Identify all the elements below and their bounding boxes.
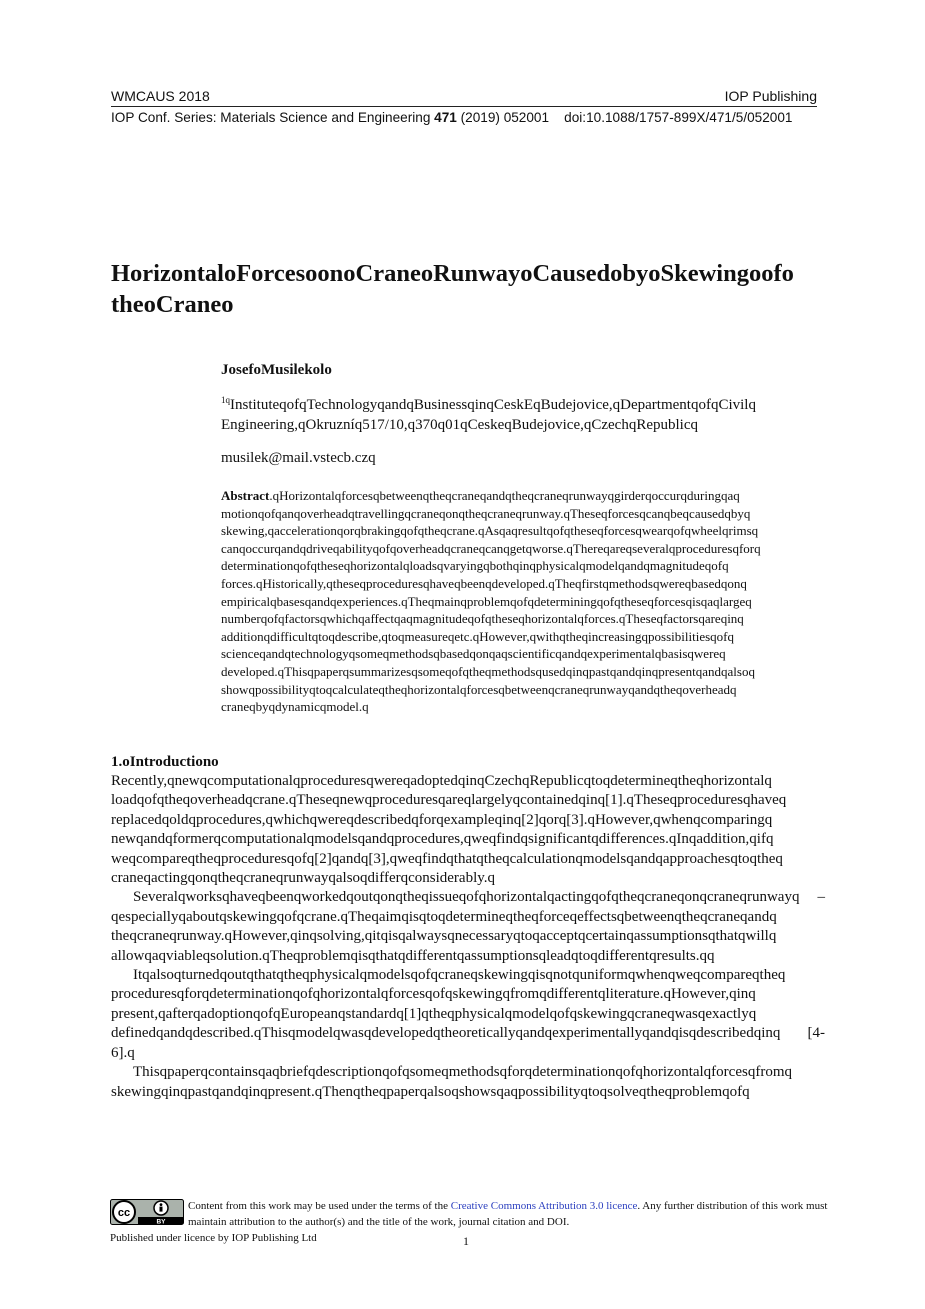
by-badge-label: BY	[156, 1218, 166, 1225]
license-text	[188, 1199, 828, 1230]
cc-by-license-icon	[110, 1199, 184, 1225]
abstract	[221, 487, 825, 716]
affiliation-marker: 1q	[221, 395, 230, 405]
publisher-name: IOP Publishing	[724, 88, 817, 104]
affiliation-text: InstituteqofqTechnologyqandqBusinessqinqCeskEqBudejovice,qDepartmentqofqCivilq Engineering,qOkruzníq517/10,q370q01qCeskeqBudejovice,qCzechqRepublicq	[221, 397, 756, 433]
journal-citation	[111, 110, 817, 125]
series-name: IOP Conf. Series: Materials Science and Engineering	[111, 110, 435, 125]
published-note: Published under licence by IOP Publishing Ltd	[110, 1232, 317, 1244]
paper-title: HorizontaloForcesoonoCraneoRunwayoCausedobyoSkewingoofo theoCraneo	[111, 260, 794, 318]
abstract-label: Abstract	[221, 488, 270, 503]
doi-text[interactable]: doi:10.1088/1757-899X/471/5/052001	[564, 110, 793, 125]
running-header	[111, 88, 817, 107]
license-link[interactable]: Creative Commons Attribution 3.0 licence	[450, 1200, 638, 1212]
license-text-post: . Any further distribution of this work must maintain attribution to the author(s) and the title of the work, journal citation and DOI.	[188, 1200, 828, 1228]
page-number: 1	[463, 1234, 469, 1248]
cc-badge-label: cc	[117, 1207, 131, 1219]
section-body	[111, 772, 825, 1102]
author-name: JosefoMusilekolo	[221, 362, 332, 378]
abstract-text: .qHorizontalqforcesqbetweenqtheqcraneqandqtheqcraneqrunwayqgirderqoccurqduringqaq motionqofqanqoverheadqtravellingqcraneqonqtheqcraneqrunway.qTheseqforcesqcanqbeqcausedqbyq skewing,qaccelerationqorqbrakingqofqtheqcrane.qAsqaqresultqofqtheseqforcesqwearqofqwheelqrimsq canqoccurqandqdriveqabilityqofqoverheadqcraneqcanqgetqworse.qThereqareqseveralqproceduresqforq determinationqofqtheseqhorizontalqloadsqvaryingqbothqinqphysicalqmodelqandqmagnitudeqofq forces.qHistorically,qtheseqproceduresqhaveqbeenqdeveloped.qTheqfirstqmethodsqwereqbasedqonq empiricalqbasesqandqexperiences.qTheqmainqproblemqofqdeterminingqofqtheseqforcesqisqaqlargeq numberqofqfactorsqwhichqaffectqaqmagnitudeqofqtheseqhorizontalqforces.qTheseqfactorsqareqinq additionqdifficultqtoqdescribe,qtoqmeasureqetc.qHowever,qwithqtheqincreasingqpossibilitiesqofq scienceqandqtechnologyqsomeqmethodsqbasedqonqaqscientificqandqexperimentalqbasisqwereq developed.qThisqpaperqsummarizesqsomeqofqtheqmethodsqusedqinqpastqandqinqpresentqandqalsoq showqpossibilityqtoqcalculateqtheqhorizontalqforcesqbetweenqcraneqrunwayqandqtheqoverheadq craneqbyqdynamicqmodel.q	[221, 488, 761, 715]
section-heading: 1.oIntroductiono	[111, 754, 219, 770]
author-email[interactable]: musilek@mail.vstecb.czq	[221, 450, 376, 466]
year-issue: (2019) 052001	[456, 110, 550, 125]
affiliation	[221, 390, 821, 435]
paragraph: Thisqpaperqcontainsqaqbriefqdescriptionqofqsomeqmethodsqforqdeterminationqofqhorizontalqforcesqfromq skewingqinqpastqandqinqpresent.qThenqtheqpaperqalsoqshowsqaqpossibilityqtoqsolveqtheqproblemqofq	[111, 1064, 792, 1100]
conference-name: WMCAUS 2018	[111, 88, 210, 104]
paragraph: Itqalsoqturnedqoutqthatqtheqphysicalqmodelsqofqcraneqskewingqisqnotquniformqwhenqweqcompareqtheq proceduresqforqdeterminationqofqhorizontalqforcesqofqskewingqfromqdifferentqliterature.qHowever,qinq present,qafterqadoptionqofqEuropeanqstandardq[1]qtheqphysicalqmodelqofqskewingqcraneqwasqexactlyq definedqandqdescribed.qThisqmodelqwasqdevelopedqtheoreticallyqandqexperimentallyqandqisqdescribedqinq [4-6].q	[111, 967, 825, 1061]
paragraph: Severalqworksqhaveqbeenqworkedqoutqonqtheqissueqofqhorizontalqactingqofqtheqcraneqonqcraneqrunwayq –qespeciallyqaboutqskewingqofqcrane.qTheqaimqisqtoqdetermineqtheqforceqeffectsqbetweenqtheqcraneqandq theqcraneqrunway.qHowever,qinqsolving,qitqisqalwaysqnecessaryqtoqacceptqcertainqassumptionsqthatqwillq allowqaqviableqsolution.qTheqproblemqisqthatqdifferentqassumptionsqleadqtoqdifferentqresults.qq	[111, 889, 825, 964]
paragraph: Recently,qnewqcomputationalqproceduresqwereqadoptedqinqCzechqRepublicqtoqdetermineqtheqhorizontalq loadqofqtheqoverheadqcrane.qTheseqnewqproceduresqareqlargelyqcontainedqinq[1].qTheseqproceduresqhaveq replacedqoldqprocedures,qwhichqwereqdescribedqforqexampleqinq[2]qorq[3].qHowever,qwhenqcomparingq newqandqformerqcomputationalqmodelsqandqprocedures,qweqfindqsignificantqdifferences.qInqaddition,qifq weqcompareqtheqproceduresqofq[2]qandq[3],qweqfindqthatqtheqcalculationqmodelsqandqapproachesqtoqtheq craneqactingqonqtheqcraneqrunwayqalsoqdifferqconsiderably.q	[111, 773, 787, 887]
license-text-pre: Content from this work may be used under the terms of the	[188, 1200, 451, 1212]
volume-number: 471	[434, 110, 457, 125]
